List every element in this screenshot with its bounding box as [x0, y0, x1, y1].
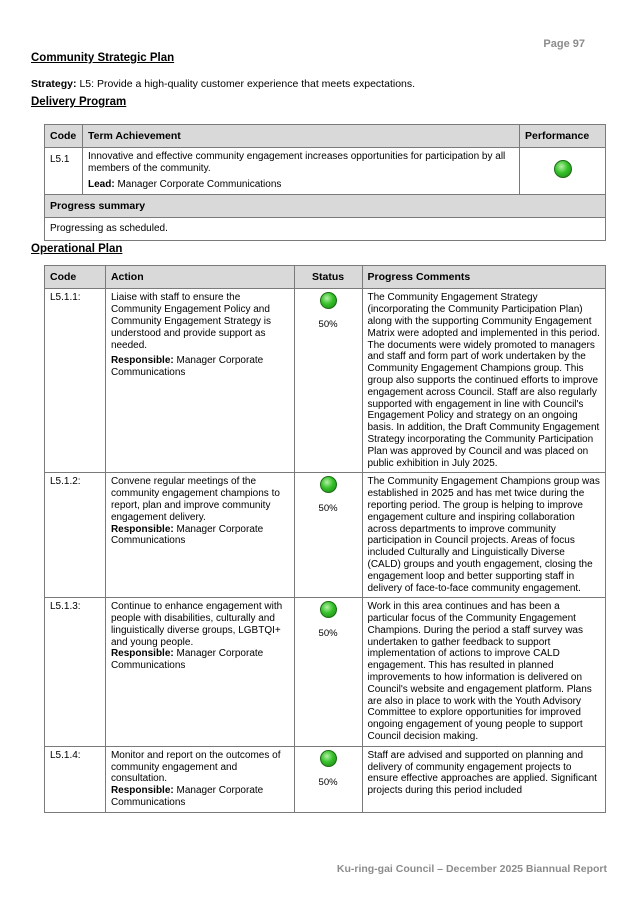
- term-text: Innovative and effective community engagement increases opportunities for participation by all members of the community.: [87, 151, 506, 175]
- strategy-text: L5: Provide a high-quality customer experience that meets expectations.: [79, 78, 416, 90]
- row-action: [105, 598, 294, 747]
- progress-summary-text: Progressing as scheduled.: [45, 218, 606, 241]
- row-comments: The Community Engagement Strategy (incorporating the Community Participation Plan) along with the supporting Community Engagement Matrix were adopted and implemented in this period. The documents were widely promoted to managers and staff and form part of work undertaken by the Community Engagement Champions group. This group also supports the continued efforts to improve engagement across Council. Staff are also regularly supported with engagement in line with Council's Engagement Policy and strategy on an ongoing basis. In addition, the Draft Community Engagement Strategy incorporating the Community Participation Plan was approved by Council and was placed on public exhibition in July 2025.: [362, 289, 606, 473]
- strategy-line: [31, 78, 415, 90]
- performance-status-icon: [554, 160, 572, 178]
- row-action: [105, 746, 294, 812]
- progress-summary-header-row: [45, 194, 606, 217]
- header-performance: Performance: [520, 125, 606, 148]
- table-row: [45, 473, 606, 598]
- table-row: [45, 598, 606, 747]
- status-icon: [320, 476, 337, 493]
- header-code: Code: [45, 125, 83, 148]
- status-percent: 50%: [318, 503, 338, 515]
- row-status: [294, 598, 362, 747]
- delivery-program-heading: Delivery Program: [31, 96, 127, 108]
- status-percent: 50%: [318, 776, 338, 788]
- responsible-value: Manager Corporate Communications: [110, 785, 264, 809]
- status-percent: 50%: [318, 319, 338, 331]
- row-code: L5.1.1:: [45, 289, 106, 473]
- responsible-value: Manager Corporate Communications: [110, 648, 264, 672]
- status-percent: 50%: [318, 628, 338, 640]
- operational-plan-table: [44, 265, 606, 813]
- row-action: [105, 289, 294, 473]
- header-code: Code: [45, 266, 106, 289]
- delivery-program-table: [44, 124, 606, 241]
- status-icon: [320, 292, 337, 309]
- table-row: [45, 746, 606, 812]
- lead-line: [88, 179, 514, 191]
- action-text: Liaise with staff to ensure the Community Engagement Policy and Community Engagement Strategy is understood and provide support as needed.: [110, 292, 272, 351]
- row-code: L5.1: [45, 148, 83, 194]
- row-performance: [520, 148, 606, 194]
- row-status: [294, 289, 362, 473]
- lead-value: Manager Corporate Communications: [117, 178, 282, 190]
- report-footer: Ku-ring-gai Council – December 2025 Biannual Report: [336, 863, 607, 875]
- header-progress-comments: Progress Comments: [362, 266, 606, 289]
- header-term-achievement: Term Achievement: [82, 125, 519, 148]
- lead-label: Lead:: [87, 178, 115, 190]
- row-code: L5.1.4:: [45, 746, 106, 812]
- action-text: Monitor and report on the outcomes of community engagement and consultation.: [110, 749, 281, 785]
- progress-summary-row: [45, 218, 606, 241]
- progress-summary-label: Progress summary: [45, 194, 606, 217]
- status-icon: [320, 601, 337, 618]
- row-code: L5.1.3:: [45, 598, 106, 747]
- table-row: [45, 289, 606, 473]
- header-action: Action: [105, 266, 294, 289]
- row-comments: Work in this area continues and has been a particular focus of the Community Engagement Champions. During the period a staff survey was undertaken to gather feedback to support implementation of actions to improve CALD engagement. This has resulted in planned improvements to how information is delivered on Council's website and engagement platform. Plans are also in place to work with the Youth Advisory Committee to explore opportunities for improved ongoing engagement of young people to support Council decision making.: [362, 598, 606, 747]
- page-title: Community Strategic Plan: [31, 52, 175, 64]
- responsible-value: Manager Corporate Communications: [110, 355, 264, 379]
- responsible-label: Responsible:: [110, 648, 174, 660]
- responsible-line: [111, 648, 289, 672]
- responsible-value: Manager Corporate Communications: [110, 523, 264, 547]
- row-status: [294, 473, 362, 598]
- status-icon: [320, 750, 337, 767]
- responsible-line: [111, 524, 289, 548]
- page-number: Page 97: [543, 38, 585, 50]
- header-status: Status: [294, 266, 362, 289]
- responsible-label: Responsible:: [110, 355, 174, 367]
- strategy-label: Strategy:: [31, 78, 77, 90]
- responsible-line: [111, 355, 289, 379]
- responsible-line: [111, 785, 289, 809]
- row-code: L5.1.2:: [45, 473, 106, 598]
- operational-plan-heading: Operational Plan: [31, 243, 123, 255]
- row-action: [105, 473, 294, 598]
- table-row: [45, 148, 606, 194]
- action-text: Convene regular meetings of the community engagement champions to report, plan and improve community engagement delivery.: [110, 476, 280, 523]
- table-header-row: [45, 125, 606, 148]
- action-text: Continue to enhance engagement with people with disabilities, culturally and linguistically diverse groups, LGBTQI+ and young people.: [110, 601, 283, 648]
- responsible-label: Responsible:: [110, 523, 174, 535]
- table-header-row: [45, 266, 606, 289]
- row-comments: The Community Engagement Champions group was established in 2025 and has met twice during the reporting period. The group is helping to improve engagement culture and inspiring collaboration across departments to improve community participation in Council projects. Areas of focus included Culturally and Linguistically Diverse (CALD) groups and youth engagement, closing the engagement loop and better supporting staff in delivery of face-to-face community engagement.: [362, 473, 606, 598]
- row-comments: Staff are advised and supported on planning and delivery of community engagement projects to ensure effective approaches are applied. Significant projects during this period included: [362, 746, 606, 812]
- row-status: [294, 746, 362, 812]
- responsible-label: Responsible:: [110, 785, 174, 797]
- row-term: [82, 148, 519, 194]
